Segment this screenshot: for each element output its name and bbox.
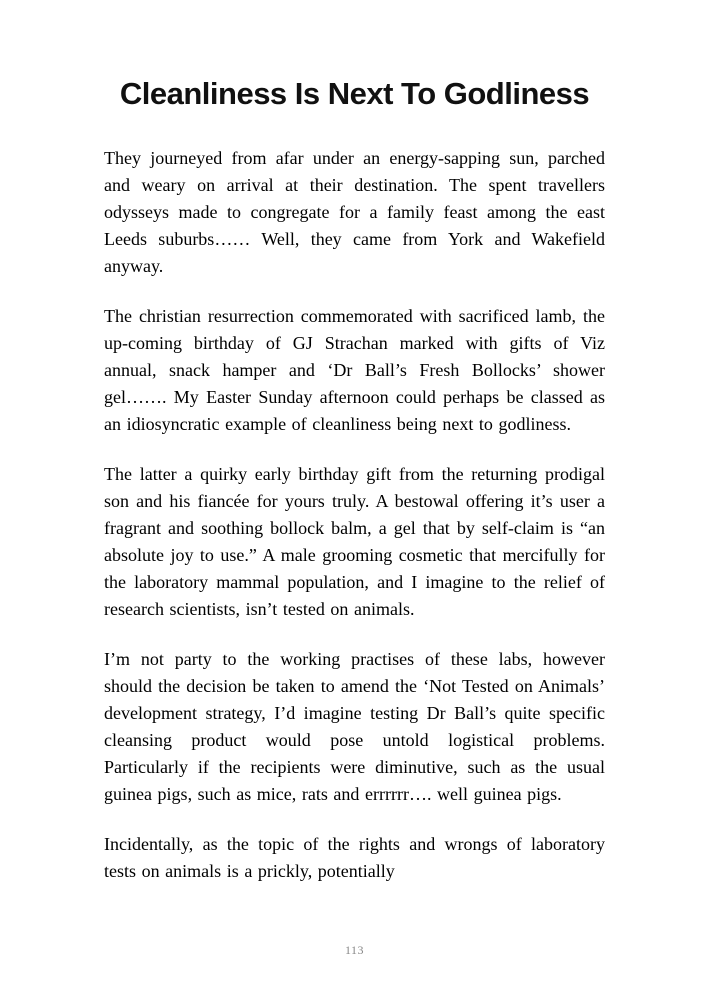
document-body xyxy=(0,114,709,885)
paragraph-2: The christian resurrection commemorated with sacrificed lamb, the up-coming birthday of GJ Strachan marked with gifts of Viz annual, snack hamper and ‘Dr Ball’s Fresh Bollocks’ shower gel……. My Easter Sunday afternoon could perhaps be classed as an idiosyncratic example of cleanliness being next to godliness. xyxy=(104,306,605,434)
paragraph-5: Incidentally, as the topic of the rights and wrongs of laboratory tests on animals is a prickly, potentially xyxy=(104,834,605,881)
paragraph-3: The latter a quirky early birthday gift from the returning prodigal son and his fiancée for yours truly. A bestowal offering it’s user a fragrant and soothing bollock balm, a gel that by self-claim is “an absolute joy to use.” A male grooming cosmetic that mercifully for the laboratory mammal population, and I imagine to the relief of research scientists, isn’t tested on animals. xyxy=(104,464,605,619)
paragraph-1: They journeyed from afar under an energy-sapping sun, parched and weary on arrival at their destination. The spent travellers odysseys made to congregate for a family feast among the east Leeds suburbs…… Well, they came from York and Wakefield anyway. xyxy=(104,148,605,276)
page-number: 113 xyxy=(344,943,365,957)
page-title: Cleanliness Is Next To Godliness xyxy=(119,76,590,111)
paragraph-4: I’m not party to the working practises of these labs, however should the decision be taken to amend the ‘Not Tested on Animals’ development strategy, I’d imagine testing Dr Ball’s quite specific cleansing product would pose untold logistical problems. Particularly if the recipients were diminutive, such as the usual guinea pigs, such as mice, rats and errrrrr…. well guinea pigs. xyxy=(104,649,605,804)
